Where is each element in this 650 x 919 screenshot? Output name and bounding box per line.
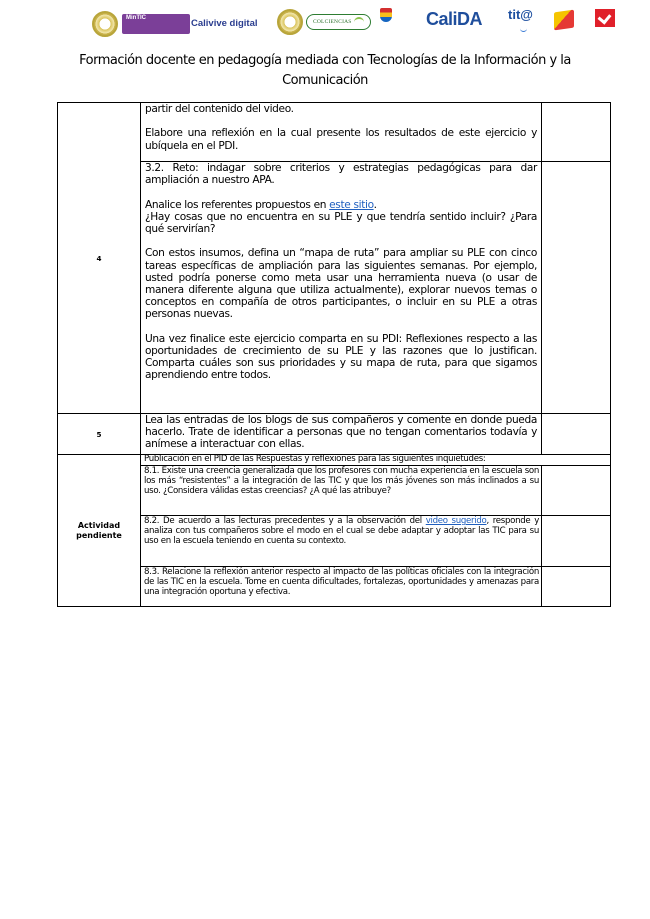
activity-number-cell xyxy=(58,414,141,455)
escudo-logo xyxy=(380,8,400,22)
table-row xyxy=(58,455,611,466)
question-cell xyxy=(141,466,542,516)
question-8-2: 8.2. De acuerdo a las lecturas precedentes y a la observación del video sugerido, responde y analiza con tus compañeros sobre el modo en el cual se debe adaptar y adoptar las TIC para su uso en la escuela teniendo en cuenta su contexto. xyxy=(144,516,539,546)
activity-description-cell xyxy=(141,162,542,414)
paragraph: 3.2. Reto: indagar sobre criterios y estrategias pedagógicas para dar ampliación a nuestro APA. xyxy=(145,162,537,187)
este-sitio-link[interactable]: este sitio xyxy=(329,198,374,211)
colciencias-logo-text: COLCIENCIAS xyxy=(313,19,352,25)
table-row xyxy=(58,516,611,567)
table-row xyxy=(58,414,611,455)
pending-activity-label-cell xyxy=(58,455,141,607)
activity-number-cell xyxy=(58,103,141,414)
pending-intro-cell xyxy=(141,455,611,466)
table-row xyxy=(58,567,611,607)
paragraph: Con estos insumos, defina un “mapa de ruta” para ampliar su PLE con cinco tareas específicas de ampliación para las siguientes semanas. Por ejemplo, usted podría ponerse como meta usar una herramienta nueva (o usar de manera diferente alguna que utiliza actualmente), explorar nuevos temas o conceptos en compañía de otros participantes, o incluir en su PLE a otras personas nuevas. xyxy=(145,247,537,321)
pending-label: Actividad xyxy=(77,520,121,530)
page-title-line-2: Comunicación xyxy=(282,73,368,88)
empty-cell xyxy=(542,516,611,567)
etv-logo xyxy=(554,11,574,29)
pending-label: pendiente xyxy=(76,530,122,540)
question-8-1: 8.1. Existe una creencia generalizada que los profesores con mucha experiencia en la escuela son los más “resistentes” a la integración de las TIC y que los más jóvenes son más inclinados a su uso. ¿Considera válidas estas creencias? ¿A qué las atribuye? xyxy=(144,466,539,496)
calida-logo xyxy=(426,9,482,30)
pending-intro: Publicación en el PID de las Respuestas y reflexiones para las siguientes inquietudes: xyxy=(144,454,486,464)
activity-description-cell xyxy=(141,103,542,162)
empty-cell xyxy=(542,466,611,516)
paragraph: Lea las entradas de los blogs de sus compañeros y comente en donde pueda hacerlo. Trate de identificar a personas que no tengan comentarios todavía y anímese a interactuar con ellas. xyxy=(145,414,537,451)
escudo-icon xyxy=(380,8,392,22)
table-row xyxy=(58,466,611,516)
paragraph: ¿Hay cosas que no encuentra en su PLE y que tendría sentido incluir? ¿Para qué servirían? xyxy=(145,210,537,235)
paragraph: Una vez finalice este ejercicio comparta en su PDI: Reflexiones respecto a las oportunidades de crecimiento de su PLE y las razones que lo justifican. Comparta cuáles son sus prioridades y su mapa de ruta, para que sigamos aprendiendo entre todos. xyxy=(145,332,537,382)
paragraph: partir del contenido del video. xyxy=(145,103,294,115)
empty-cell xyxy=(542,414,611,455)
leaf-icon xyxy=(354,17,364,27)
table-row xyxy=(58,162,611,414)
empty-cell xyxy=(542,567,611,607)
tit-logo-text: tit@ xyxy=(508,7,533,22)
mintic-logo-text: MinTIC xyxy=(126,15,146,21)
tit-logo xyxy=(508,8,536,21)
page-title xyxy=(60,51,590,91)
empty-cell xyxy=(542,103,611,162)
video-sugerido-link[interactable]: video sugerido xyxy=(425,516,487,526)
red-check-logo xyxy=(595,9,615,27)
mintic-seal-icon xyxy=(92,11,118,37)
colciencias-logo xyxy=(277,9,371,35)
check-icon xyxy=(595,9,615,27)
page-title-line-1: Formación docente en pedagogía mediada con Tecnologías de la Información y la xyxy=(79,53,571,68)
question-8-3: 8.3. Relacione la reflexión anterior respecto al impacto de las políticas oficiales con la integración de las TIC en la escuela. Tome en cuenta dificultades, fortalezas, oportunidades y amenazas para una integración oportuna y efectiva. xyxy=(144,567,539,597)
question-cell xyxy=(141,567,542,607)
paragraph: Elabore una reflexión en la cual presente los resultados de este ejercicio y ubíquela en el PDI. xyxy=(145,127,537,152)
empty-cell xyxy=(542,162,611,414)
sponsor-logos-header xyxy=(90,8,620,38)
paragraph: Analice los referentes propuestos en este sitio. xyxy=(145,198,377,211)
mintic-logo xyxy=(92,11,190,37)
activities-table xyxy=(57,102,611,607)
etv-cube-icon xyxy=(554,10,574,31)
question-cell xyxy=(141,516,542,567)
table-row xyxy=(58,103,611,162)
activity-description-cell xyxy=(141,414,542,455)
calivive-logo xyxy=(191,18,258,29)
activity-number: 5 xyxy=(96,429,102,439)
colciencias-seal-icon xyxy=(277,9,303,35)
activity-number: 4 xyxy=(96,253,102,263)
calida-logo-text: CaliDA xyxy=(426,9,483,29)
calivive-logo-text: Calivive digital xyxy=(191,18,258,29)
smile-icon xyxy=(520,28,527,32)
